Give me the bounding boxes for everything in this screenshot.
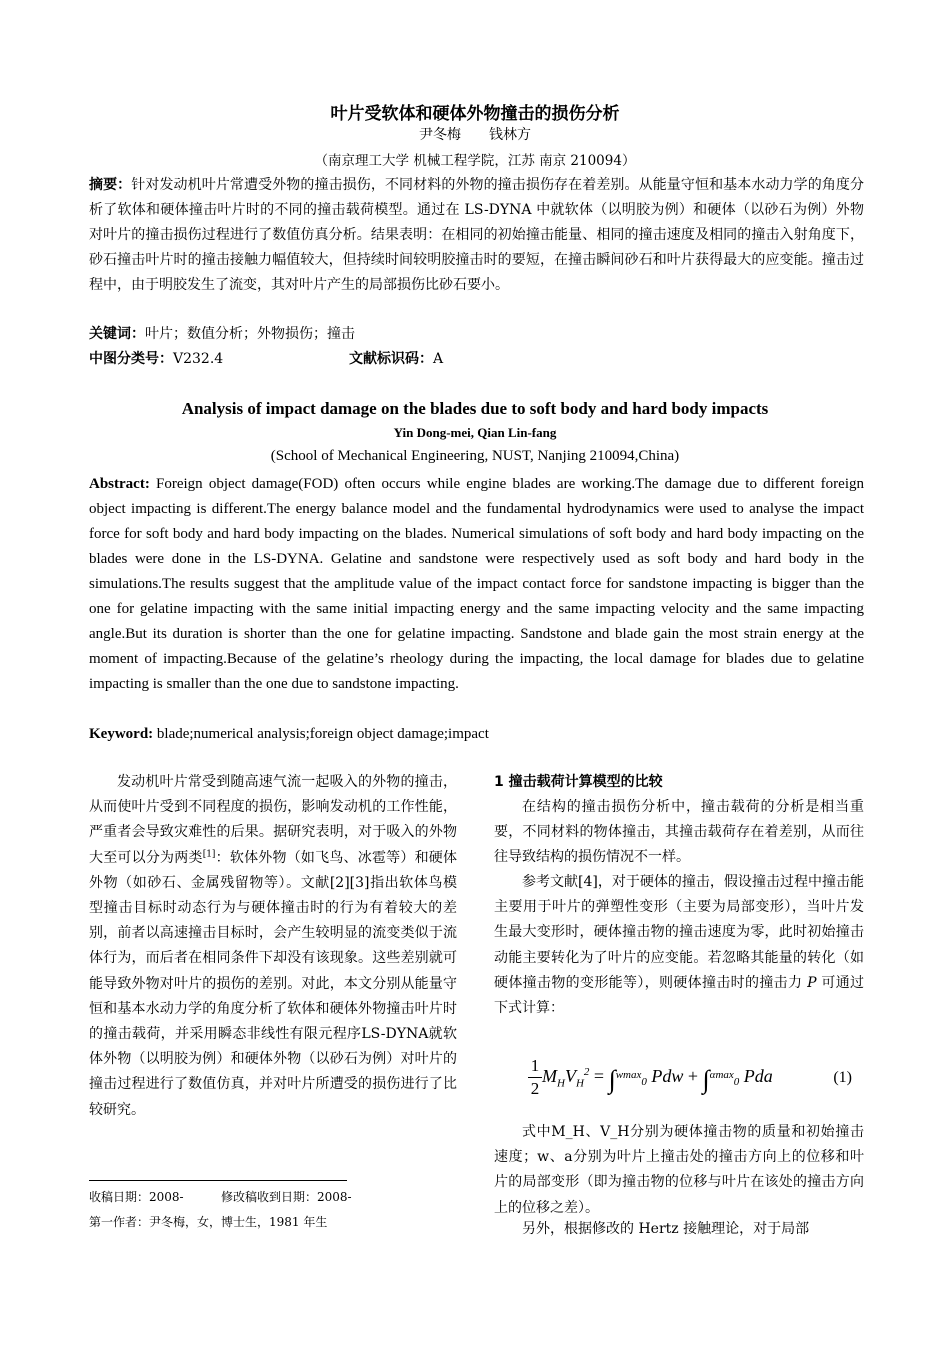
chinese-affiliation: （南京理工大学 机械工程学院，江苏 南京 210094） (314, 153, 636, 169)
eq-mass-sub: H (557, 1077, 565, 1090)
section-paragraph-1: 在结构的撞击损伤分析中，撞击载荷的分析是相当重要，不同材料的物体撞击，其撞击载荷存在着差别，从而往往导致结构的损伤情况不一样。 (494, 799, 864, 866)
section-paragraph-2 (494, 870, 864, 1021)
english-authors: Yin Dong-mei, Qian Lin-fang (393, 425, 557, 440)
eq-mass: M (542, 1066, 557, 1086)
eq-velocity: V (564, 1066, 576, 1086)
document-code (349, 347, 443, 372)
english-abstract (89, 472, 864, 697)
document-code-value: A (433, 351, 444, 367)
english-keywords-label: Keyword: (89, 726, 154, 742)
section-paragraph-2-text-a: 参考文献[4]，对于硬体的撞击，假设撞击过程中撞击能主要用于叶片的弹塑性变形（主要为局部变形），当叶片发生最大变形时，硬体撞击物的撞击速度为零，此时初始撞击动能主要转化为了叶片的应变能。若忽略其能量的转化（如硬体撞击物的变形能等），则硬体撞击时的撞击力 (494, 874, 864, 991)
english-affiliation: (School of Mechanical Engineering, NUST, Nanjing 210094,China) (270, 448, 680, 464)
integral-1-body: Pdw (651, 1066, 684, 1086)
class-number-value: V232.4 (173, 351, 224, 367)
integral-2-upper: α (709, 1069, 716, 1081)
integral-2-sign: ∫ (702, 1065, 710, 1094)
footnote-received: 收稿日期：2008- (89, 1190, 184, 1204)
chinese-keywords (89, 322, 864, 347)
intro-text-1: 发动机叶片常受到随高速气流一起吸入的外物的撞击，从而使叶片受到不同程度的损伤，影响发动机的工作性能，严重者会导致灾难性的后果。据研究表明，对于吸入的外物大至可以分为两类 (89, 774, 457, 866)
integral-1-sign: ∫ (608, 1065, 616, 1094)
eq-equals: = (593, 1066, 605, 1086)
integral-1-limits (615, 1069, 647, 1088)
chinese-title: 叶片受软体和硬体外物撞击的损伤分析 (330, 104, 620, 124)
fraction-denominator: 2 (530, 1079, 540, 1098)
english-keywords (89, 722, 864, 747)
variable-p: P (807, 974, 817, 991)
equation-1 (520, 1055, 864, 1105)
footnote-author: 第一作者：尹冬梅，女，博士生，1981 年生 (89, 1215, 328, 1229)
english-abstract-text: Foreign object damage(FOD) often occurs while engine blades are working.The damage due to different foreign object impacting is different.The energy balance model and the fundamental hydrodynamics were used to analyse the impact force for soft body and hard body impacting on the blades. Numerical simulations of soft body and hard body impacting on the blades were done in the LS-DYNA. Gelatine and sandstone were respectively used as soft body and hard body in the simulations.The results suggest that the amplitude value of the impact contact force for sandstone impacting is bigger than the one for gelatine impacting with the same initial impacting energy and the same impacting velocity and the same impacting angle.But its duration is shorter than the one for gelatine impacting. Sandstone and blade gain the most strain energy at the moment of impacting.Because of the gelatine’s rheology during the impacting, the local damage for blades due to gelatine impacting is smaller than the one due to sandstone impacting. (89, 476, 864, 692)
integral-1-lower: 0 (641, 1075, 647, 1088)
integral-2-lower: 0 (733, 1075, 740, 1088)
chinese-abstract-label: 摘要： (89, 177, 132, 193)
eq-plus: + (687, 1066, 699, 1086)
classification-line (89, 347, 864, 372)
chinese-keywords-text: 叶片；数值分析；外物损伤；撞击 (145, 326, 355, 342)
document-code-label: 文献标识码： (349, 351, 433, 367)
eq-velocity-sub: H (575, 1077, 584, 1090)
section-paragraph-4: 另外，根据修改的 Hertz 接触理论，对于局部 (522, 1221, 810, 1237)
introduction-paragraph (89, 770, 457, 1123)
chinese-keywords-label: 关键词： (89, 326, 145, 342)
equation-number: (1) (833, 1069, 852, 1086)
equation-fraction (528, 1055, 542, 1100)
english-abstract-label: Abstract: (89, 476, 150, 492)
english-keywords-text: blade;numerical analysis;foreign object damage;impact (153, 726, 489, 742)
section-heading: 1 撞击载荷计算模型的比较 (494, 774, 663, 790)
eq-velocity-sup: 2 (583, 1066, 590, 1078)
integral-2-limits (709, 1069, 740, 1088)
chinese-abstract-text: 针对发动机叶片常遭受外物的撞击损伤，不同材料的外物的撞击损伤存在着差别。从能量守恒和基本水动力学的角度分析了软体和硬体撞击叶片时的不同的撞击载荷模型。通过在 LS-DYNA 中就软体（以明胶为例）和硬体（以砂石为例）外物对叶片的撞击损伤过程进行了数值仿真分析。结果表明：在相同的初始撞击能量、相同的撞击速度及相同的撞击入射角度下，砂石撞击叶片时的撞击接触力幅值较大，但持续时间较明胶撞击时的要短，在撞击瞬间砂石和叶片获得最大的应变能。撞击过程中，由于明胶发生了流变，其对叶片产生的局部损伤比砂石要小。 (89, 177, 865, 293)
footnote-divider (89, 1180, 347, 1181)
chinese-abstract (89, 173, 864, 298)
class-number-label: 中图分类号： (89, 351, 173, 367)
citation-ref: [1] (202, 848, 216, 859)
integral-1-upper-sub: max (623, 1069, 642, 1081)
footnote-dates (89, 1187, 459, 1207)
integral-2-body: Pda (743, 1066, 773, 1086)
integral-2-upper-sub: max (715, 1069, 734, 1081)
english-title: Analysis of impact damage on the blades due to soft body and hard body impacts (181, 399, 769, 418)
footnote-revised: 修改稿收到日期：2008- (221, 1190, 352, 1204)
intro-text-2: ：软体外物（如飞鸟、冰雹等）和硬体外物（如砂石、金属残留物等）。文献[2][3]指出软体鸟模型撞击目标时动态行为与硬体撞击时的行为有着较大的差别，前者以高速撞击目标时，会产生较明显的流变类似于流体行为，而后者在相同条件下却没有该现象。这些差别就可能导致外物对叶片的损伤的差别。对此，本文分别从能量守恒和基本水动力学的角度分析了软体和硬体外物撞击叶片时的撞击载荷，并采用瞬态非线性有限元程序LS-DYNA就软体外物（以明胶为例）和硬体外物（以砂石为例）对叶片的撞击过程进行了数值仿真，并对叶片所遭受的损伤进行了比较研究。 (89, 849, 458, 1118)
equation-body (542, 1065, 773, 1095)
section-paragraph-3: 式中M_H、V_H分别为硬体撞击物的质量和初始撞击速度；w、a分别为叶片上撞击处的撞击方向上的位移和叶片的局部变形（即为撞击物的位移与叶片在该处的撞击方向上的位移之差）。 (494, 1124, 864, 1216)
fraction-numerator: 1 (530, 1056, 540, 1075)
integral-1-upper: w (615, 1069, 624, 1081)
chinese-authors: 尹冬梅 钱林方 (419, 127, 531, 143)
section-paragraph-2-text-b: 可通过下式计算： (494, 974, 865, 1017)
